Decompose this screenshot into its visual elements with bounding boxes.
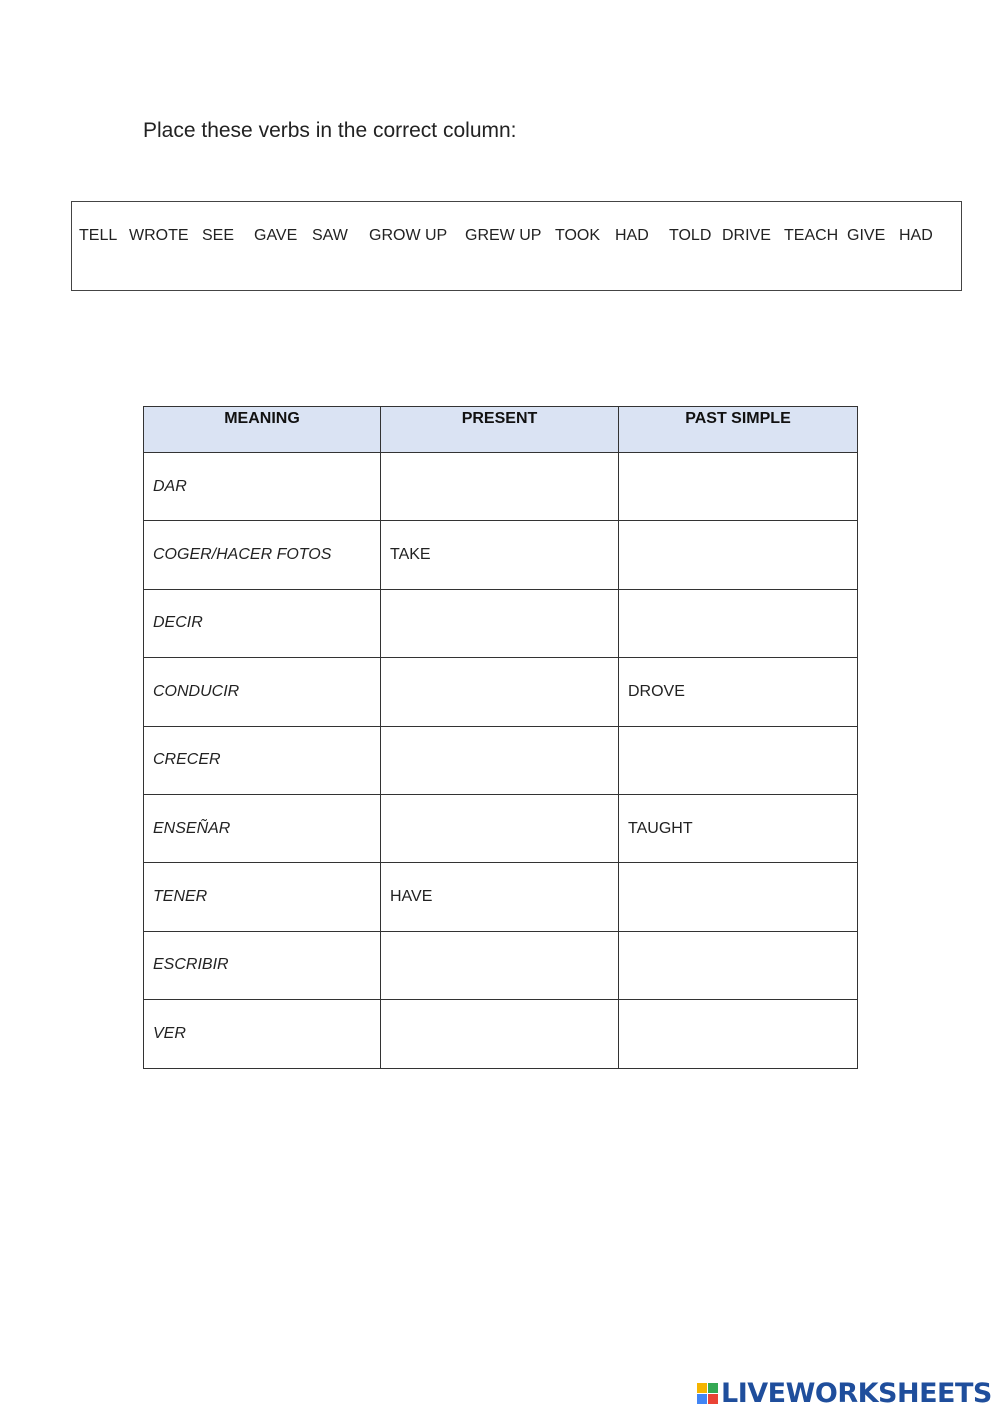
header-present: PRESENT — [381, 407, 619, 453]
meaning-cell: TENER — [144, 863, 381, 931]
word-bank-item[interactable]: GIVE — [847, 227, 886, 244]
present-cell[interactable] — [381, 658, 619, 726]
word-bank-item[interactable]: TOOK — [555, 227, 601, 244]
table-row — [144, 794, 858, 862]
meaning-cell: DAR — [144, 453, 381, 521]
present-cell[interactable] — [381, 589, 619, 657]
meaning-cell: ESCRIBIR — [144, 931, 381, 999]
logo-text: LIVEWORKSHEETS — [721, 1377, 992, 1409]
word-bank — [71, 201, 962, 291]
table-row — [144, 931, 858, 999]
past-cell[interactable] — [619, 726, 858, 794]
past-cell[interactable] — [619, 589, 858, 657]
table-row — [144, 726, 858, 794]
meaning-cell: VER — [144, 1000, 381, 1068]
present-cell[interactable] — [381, 1000, 619, 1068]
table-row — [144, 589, 858, 657]
verb-table — [143, 406, 858, 1069]
present-cell[interactable] — [381, 931, 619, 999]
past-cell[interactable]: DROVE — [619, 658, 858, 726]
table-row — [144, 521, 858, 589]
present-cell[interactable] — [381, 794, 619, 862]
word-bank-item[interactable]: TEACH — [784, 227, 839, 244]
table-row — [144, 863, 858, 931]
word-bank-item[interactable]: GROW UP — [369, 227, 448, 244]
past-cell[interactable] — [619, 521, 858, 589]
present-cell[interactable]: HAVE — [381, 863, 619, 931]
meaning-cell: DECIR — [144, 589, 381, 657]
word-bank-item[interactable]: SAW — [312, 227, 348, 244]
meaning-cell: CRECER — [144, 726, 381, 794]
word-bank-item[interactable]: HAD — [899, 227, 933, 244]
word-bank-item[interactable]: GREW UP — [465, 227, 542, 244]
word-bank-item[interactable]: DRIVE — [722, 227, 771, 244]
word-bank-item[interactable]: TOLD — [669, 227, 712, 244]
meaning-cell: CONDUCIR — [144, 658, 381, 726]
liveworksheets-logo-icon — [697, 1383, 718, 1404]
past-cell[interactable] — [619, 1000, 858, 1068]
past-cell[interactable] — [619, 863, 858, 931]
meaning-cell: COGER/HACER FOTOS — [144, 521, 381, 589]
word-bank-item[interactable]: GAVE — [254, 227, 298, 244]
past-cell[interactable]: TAUGHT — [619, 794, 858, 862]
table-header-row — [144, 407, 858, 453]
meaning-cell: ENSEÑAR — [144, 794, 381, 862]
present-cell[interactable]: TAKE — [381, 521, 619, 589]
word-bank-item[interactable]: TELL — [79, 227, 118, 244]
present-cell[interactable] — [381, 726, 619, 794]
past-cell[interactable] — [619, 453, 858, 521]
word-bank-item[interactable]: SEE — [202, 227, 235, 244]
header-meaning: MEANING — [144, 407, 381, 453]
word-bank-item[interactable]: WROTE — [129, 227, 189, 244]
present-cell[interactable] — [381, 453, 619, 521]
instruction-text: Place these verbs in the correct column: — [143, 119, 517, 142]
past-cell[interactable] — [619, 931, 858, 999]
table-row — [144, 1000, 858, 1068]
table-row — [144, 453, 858, 521]
word-bank-item[interactable]: HAD — [615, 227, 649, 244]
liveworksheets-logo — [697, 1376, 992, 1410]
table-row — [144, 658, 858, 726]
header-past-simple: PAST SIMPLE — [619, 407, 858, 453]
